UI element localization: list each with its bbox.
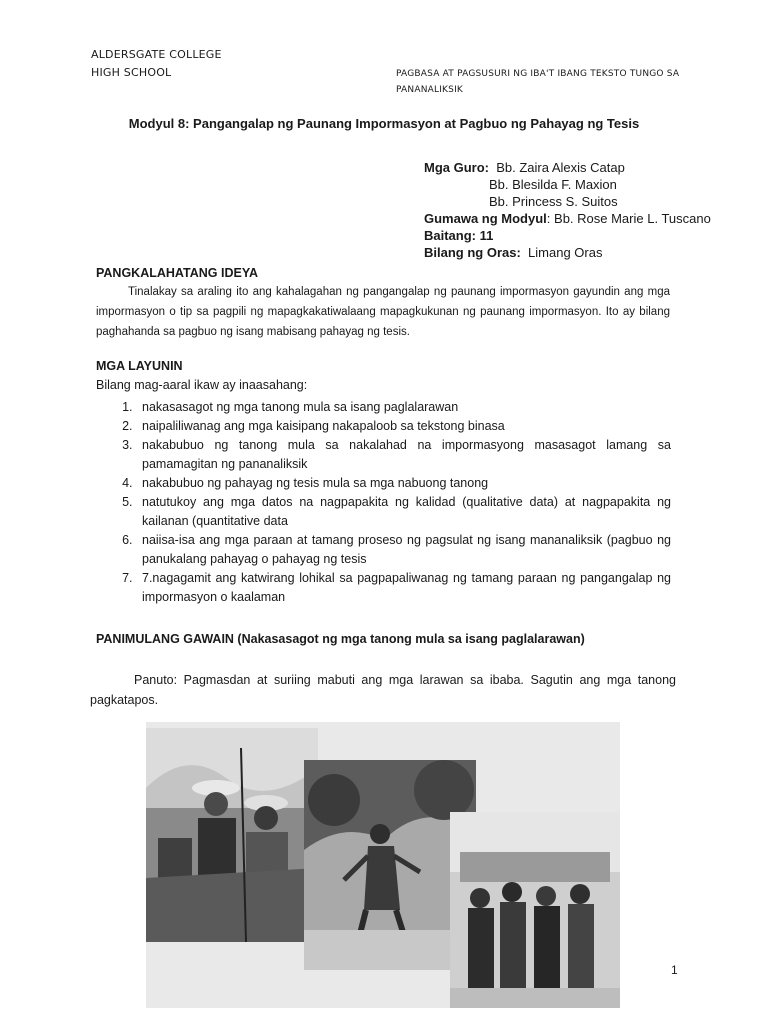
objective-item: 1. nakasasagot ng mga tanong mula sa isang paglalarawan [136, 398, 671, 417]
teacher-1: Bb. Zaira Alexis Catap [496, 160, 625, 175]
photo-group-with-hats [146, 728, 318, 942]
page-number: 1 [671, 963, 678, 977]
activity-instructions: Panuto: Pagmasdan at suriing mabuti ang mga larawan sa ibaba. Sagutin ang mga tanong pagkatapos. [90, 673, 676, 707]
teacher-3: Bb. Princess S. Suitos [489, 194, 618, 209]
subject-title-line2: PANANALIKSIK [396, 85, 464, 95]
objective-item: 5. natutukoy ang mga datos na nagpapakita ng kalidad (qualitative data) at nagpapakita ng kailanan (quantitative data [136, 493, 671, 531]
school-name: ALDERSGATE COLLEGE [91, 48, 222, 61]
objectives-list-container [96, 398, 671, 607]
module-meta [424, 159, 711, 261]
objectives-list [96, 398, 671, 607]
objective-item: 6. naiisa-isa ang mga paraan at tamang proseso ng pagsulat ng isang mananaliksik (pagbuo ng panukalang pahayag o pahayag ng tesis [136, 531, 671, 569]
objectives-heading: MGA LAYUNIN [96, 359, 183, 373]
school-division: HIGH SCHOOL [91, 66, 172, 79]
teacher-2: Bb. Blesilda F. Maxion [489, 177, 617, 192]
module-title: Modyul 8: Pangangalap ng Paunang Impormasyon at Pagbuo ng Pahayag ng Tesis [128, 116, 640, 131]
author-value: : Bb. Rose Marie L. Tuscano [546, 211, 711, 226]
objective-item: 2. naipaliliwanag ang mga kaisipang nakapaloob sa tekstong binasa [136, 417, 671, 436]
overview-heading: PANGKALAHATANG IDEYA [96, 266, 259, 280]
objective-item: 7. 7.nagagamit ang katwirang lohikal sa pagpapaliwanag ng tamang paraan ng pangangalap ng impormasyon o kaalaman [136, 569, 671, 607]
teachers-label: Mga Guro: [424, 160, 489, 175]
objective-item: 3. nakabubuo ng tanong mula sa nakalahad na impormasyong masasagot lamang sa pamamagitan ng pananaliksik [136, 436, 671, 474]
activity-heading: PANIMULANG GAWAIN (Nakasasagot ng mga tanong mula sa isang paglalarawan) [96, 632, 585, 646]
objectives-intro: Bilang mag-aaral ikaw ay inaasahang: [96, 378, 308, 392]
subject-title [396, 66, 679, 98]
photo-collage [146, 722, 620, 1008]
photo-group-gathering [450, 812, 620, 1008]
hours-value: Limang Oras [528, 245, 603, 260]
grade-level: Baitang: 11 [424, 228, 494, 243]
hours-label: Bilang ng Oras: [424, 245, 521, 260]
author-label: Gumawa ng Modyul [424, 211, 547, 226]
overview-text: Tinalakay sa araling ito ang kahalagahan ng pangangalap ng paunang impormasyon gayundin ang mga impormasyon o tip sa pagpili ng mapagkakatiwalaang mapagkukunan ng paunang impormasyon. Ito ay bilang paghahanda sa pagbuo ng isang mabisang pahayag ng tesis. [96, 286, 670, 338]
subject-title-line1: PAGBASA AT PAGSUSURI NG IBA'T IBANG TEKSTO TUNGO SA [396, 69, 680, 79]
objective-item: 4. nakabubuo ng pahayag ng tesis mula sa mga nabuong tanong [136, 474, 671, 493]
